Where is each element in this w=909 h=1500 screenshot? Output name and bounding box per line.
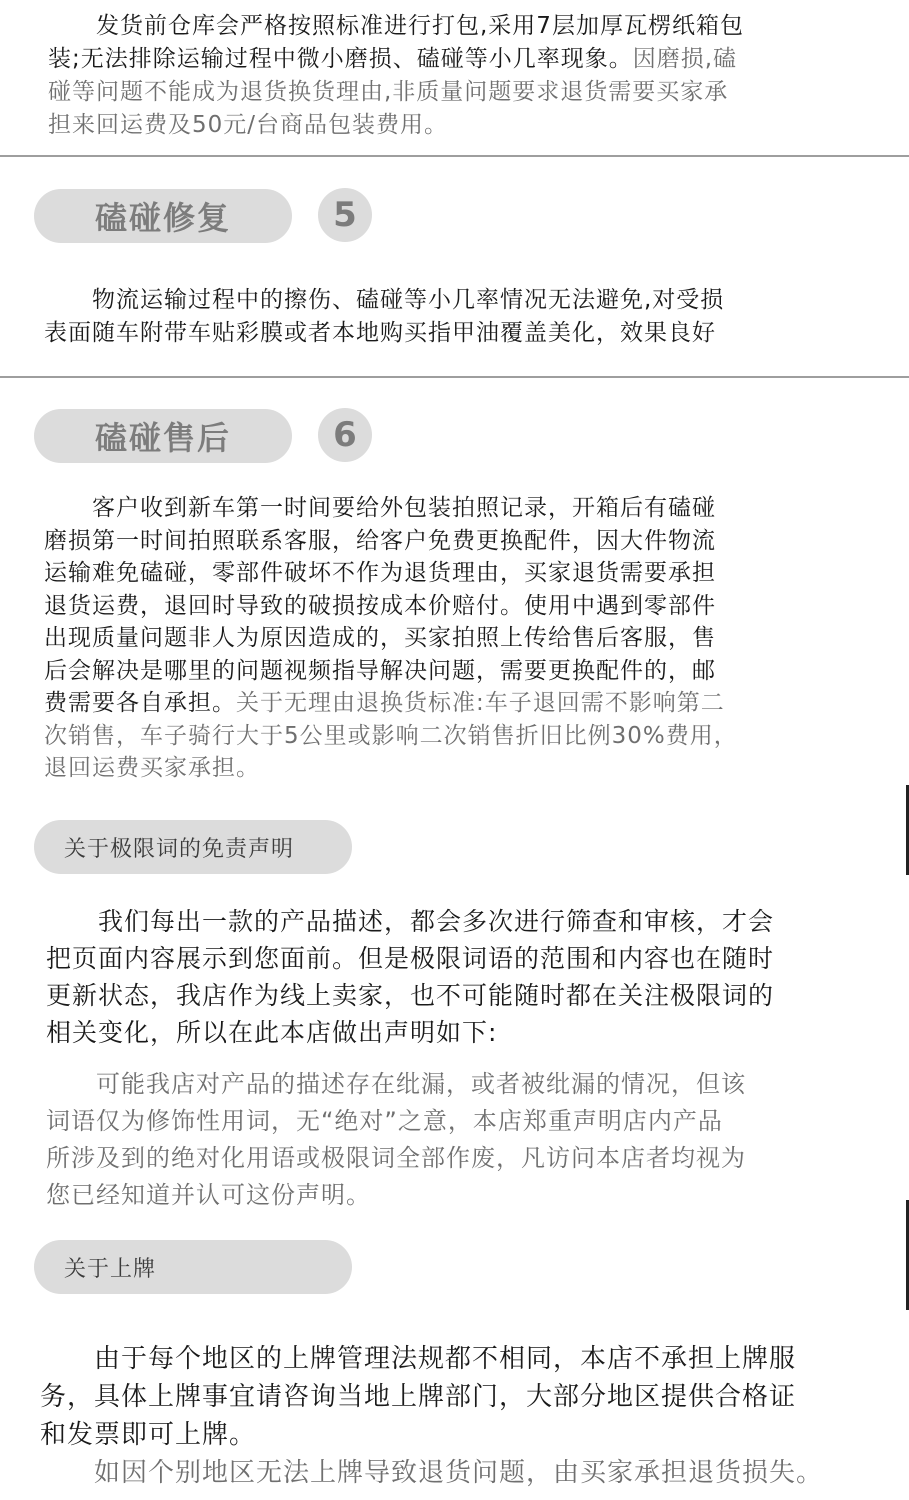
- text-line: 务，具体上牌事宜请咨询当地上牌部门，大部分地区提供合格证: [40, 1382, 797, 1412]
- text-line: 词语仅为修饰性用词，无“绝对”之意，本店郑重声明店内产品: [46, 1107, 723, 1135]
- text-segment: 费需要各自承担。: [44, 690, 236, 716]
- text-segment-gray: 关于无理由退换货标准:车子退回需不影响第二: [236, 690, 725, 716]
- text-line: 我们每出一款的产品描述，都会多次进行筛查和审核，才会: [46, 907, 775, 936]
- section-title-pill: [34, 820, 352, 874]
- text-line: 碰等问题不能成为退货换货理由,非质量问题要求退货需要买家承: [48, 79, 729, 105]
- text-line: 由于每个地区的上牌管理法规都不相同，本店不承担上牌服: [40, 1344, 797, 1374]
- text-line: [44, 687, 884, 720]
- text-line: 发货前仓库会严格按照标准进行打包,采用7层加厚瓦楞纸箱包: [48, 13, 744, 39]
- section-number: 5: [333, 195, 357, 235]
- section-title-pill: [34, 1240, 352, 1294]
- text-line: 相关变化，所以在此本店做出声明如下:: [46, 1018, 498, 1047]
- section-divider: [0, 376, 909, 378]
- section-title: 关于极限词的免责声明: [64, 836, 295, 862]
- section-divider: [0, 155, 909, 157]
- section-title: 磕碰售后: [94, 419, 231, 457]
- text-line: 担来回运费及50元/台商品包装费用。: [48, 112, 449, 138]
- text-line: 退回运费买家承担。: [44, 755, 260, 781]
- text-segment-gray: 因磨损,磕: [632, 46, 738, 72]
- text-line: 表面随车附带车贴彩膜或者本地购买指甲油覆盖美化，效果良好: [44, 320, 716, 346]
- text-line: 把页面内容展示到您面前。但是极限词语的范围和内容也在随时: [46, 944, 775, 973]
- text-line: 次销售，车子骑行大于5公里或影响二次销售折旧比例30%费用，: [44, 722, 738, 749]
- text-line: 物流运输过程中的擦伤、磕碰等小几率情况无法避免,对受损: [44, 287, 725, 313]
- text-line: [48, 43, 878, 76]
- plate-paragraph: [40, 1340, 890, 1492]
- section-number-badge: [318, 408, 372, 462]
- text-line: 如因个别地区无法上牌导致退货问题，由买家承担退货损失。: [40, 1458, 824, 1488]
- text-line: 出现质量问题非人为原因造成的，买家拍照上传给售后客服，售: [44, 625, 716, 651]
- after-sales-paragraph: [44, 492, 884, 785]
- text-line: 后会解决是哪里的问题视频指导解决问题，需要更换配件的，邮: [44, 657, 716, 684]
- section-title: 关于上牌: [64, 1256, 157, 1282]
- section-title-pill: [34, 189, 292, 243]
- text-line: 和发票即可上牌。: [40, 1420, 257, 1450]
- disclaimer-notice-paragraph: [46, 1066, 886, 1214]
- text-line: 客户收到新车第一时间要给外包装拍照记录，开箱后有磕碰: [44, 495, 716, 521]
- text-line: 可能我店对产品的描述存在纰漏，或者被纰漏的情况，但该: [46, 1070, 746, 1098]
- text-line: 磨损第一时间拍照联系客服，给客户免费更换配件，因大件物流: [44, 527, 716, 554]
- section-number: 6: [333, 415, 357, 455]
- text-line: 更新状态，我店作为线上卖家，也不可能随时都在关注极限词的: [46, 981, 775, 1010]
- section-title-pill: [34, 409, 292, 463]
- section-number-badge: [318, 188, 372, 242]
- section-title: 磕碰修复: [94, 199, 231, 237]
- text-line: 您已经知道并认可这份声明。: [46, 1181, 371, 1209]
- text-segment: 装;无法排除运输过程中微小磨损、磕碰等小几率现象。: [48, 46, 633, 72]
- text-line: 所涉及到的绝对化用语或极限词全部作废，凡访问本店者均视为: [46, 1144, 746, 1172]
- disclaimer-paragraph: [46, 903, 886, 1051]
- packaging-paragraph: [48, 10, 878, 142]
- scratch-repair-paragraph: [44, 284, 884, 350]
- text-line: 运输难免磕碰，零部件破坏不作为退货理由，买家退货需要承担: [44, 560, 716, 586]
- text-line: 退货运费，退回时导致的破损按成本价赔付。使用中遇到零部件: [44, 592, 716, 619]
